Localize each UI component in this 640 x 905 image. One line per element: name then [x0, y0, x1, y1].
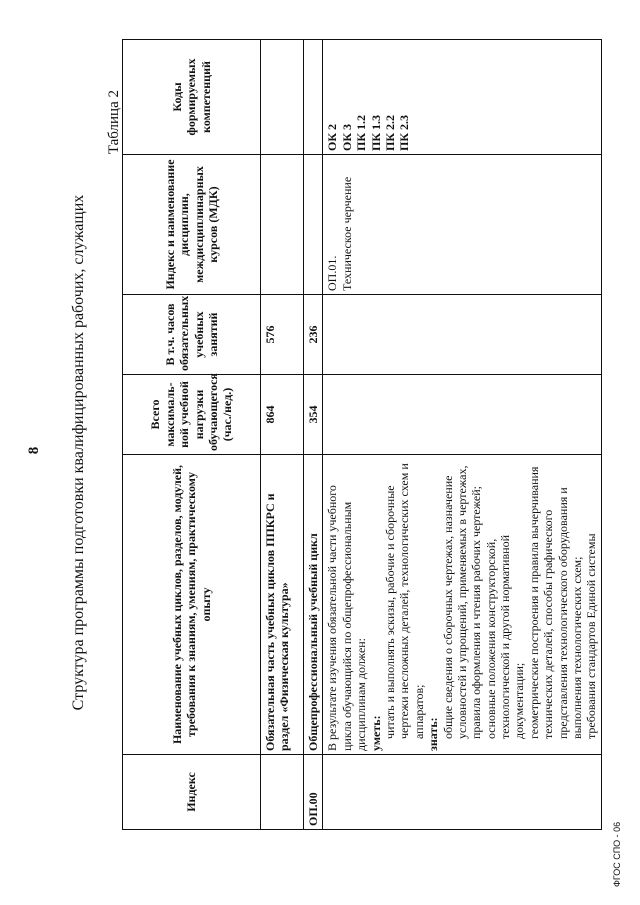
table-row-op-cycle [304, 40, 323, 830]
header-mandatory: В т.ч. часов обязательных учебных занятий [123, 295, 261, 375]
table-caption: Таблица 2 [106, 90, 122, 155]
competency-code: ПК 2.2 [382, 114, 397, 151]
cell-index [323, 755, 601, 830]
competency-code: ОК 2 [325, 123, 340, 151]
cell-codes [323, 40, 601, 155]
table-header-row [123, 40, 261, 830]
cell-disciplines [261, 155, 304, 295]
table-row-op01 [323, 40, 601, 830]
header-codes: Коды формируемых компетенций [123, 40, 261, 155]
discipline-name: Техническое черчение [339, 176, 354, 291]
cell-index: ОП.00 [304, 755, 323, 830]
header-disciplines: Индекс и наименование дисциплин, междисциплинарных курсов (МДК) [123, 155, 261, 295]
document-title: Структура программы подготовки квалифицированных рабочих, служащих [70, 194, 87, 711]
cell-max-load: 864 [261, 375, 304, 455]
requirements-knowledge-item: геометрические построения и правила вычерчивания технических деталей, способы графического представления технологического оборудования и выполнения технологических схем; [526, 466, 585, 739]
page-number: 8 [26, 446, 42, 455]
competency-code: ПК 1.2 [354, 114, 369, 151]
cell-max-load: 354 [304, 375, 323, 455]
cell-name: Общепрофессиональный учебный цикл [304, 455, 323, 755]
cell-index [261, 755, 304, 830]
requirements-skill-item: читать и выполнять эскизы, рабочие и сборочные чертежи несложных деталей, технологических схем и аппаратов; [382, 463, 426, 739]
requirements-knowledge-item: общие сведения о сборочных чертежах, назначение условностей и упрощений, применяемых в чертежах, правила оформления и чтения рабочих чертежей; [440, 465, 484, 739]
requirements-skills-heading: уметь: [368, 715, 383, 751]
cell-disciplines [304, 155, 323, 295]
header-name: Наименование учебных циклов, разделов, модулей, требования к знаниям, умениям, практическому опыту [123, 455, 261, 755]
discipline-code: ОП.01. [325, 255, 340, 291]
cell-codes [304, 40, 323, 155]
competency-code: ОК 3 [339, 123, 354, 151]
footer-label: ФГОС СПО - 06 [612, 821, 622, 887]
cell-name: Обязательная часть учебных циклов ППКРС и раздел «Физическая культура» [261, 455, 304, 755]
cell-mandatory: 236 [304, 295, 323, 375]
structure-table [122, 39, 602, 830]
requirements-knowledge-item: требования стандартов Единой системы [584, 533, 599, 739]
cell-mandatory [323, 295, 601, 375]
cell-requirements [323, 455, 601, 755]
cell-disciplines [323, 155, 601, 295]
cell-max-load [323, 375, 601, 455]
table-row-mandatory-part [261, 40, 304, 830]
requirements-knowledge-heading: знать: [426, 717, 441, 751]
header-max-load: Всего максималь-ной учебной нагрузки обучающегося (час./нед.) [123, 375, 261, 455]
cell-mandatory: 576 [261, 295, 304, 375]
competency-code: ПК 2.3 [397, 114, 412, 151]
cell-codes [261, 40, 304, 155]
header-index: Индекс [123, 755, 261, 830]
competency-code: ПК 1.3 [368, 114, 383, 151]
requirements-intro: В результате изучения обязательной части учебного цикла обучающийся по общепрофессиональным дисциплинам должен: [325, 485, 369, 751]
requirements-knowledge-item: основные положения конструкторской, технологической и другой нормативной документации; [483, 535, 527, 739]
